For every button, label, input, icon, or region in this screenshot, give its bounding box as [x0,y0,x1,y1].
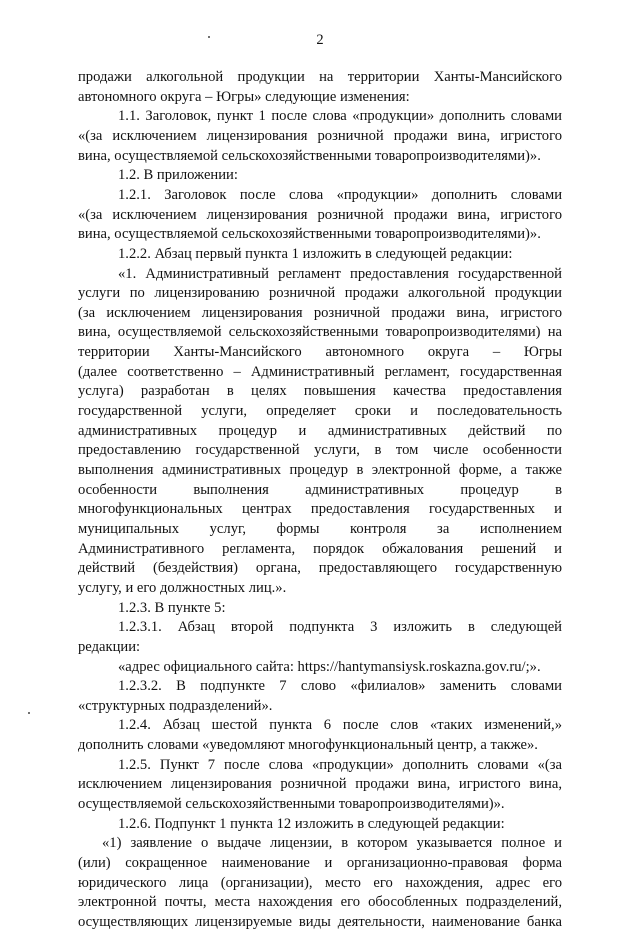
scan-speck [28,712,30,714]
text-line: территории Ханты-Мансийского автономного округа – Югры [78,344,562,361]
scan-speck [208,36,210,38]
text-line: 1.2.3. В пункте 5: [118,599,226,616]
text-line: вина, осуществляемой сельскохозяйственными товаропроизводителями)». [78,147,541,164]
text-line: автономного округа – Югры» следующие изменения: [78,88,410,105]
text-line: осуществляющих лицензируемые виды деятельности, наименование банка [78,913,562,930]
text-line: многофункциональных центрах предоставления государственных и [78,501,562,518]
text-line: «адрес официального сайта: https://hantymansiysk.roskazna.gov.ru/;». [118,658,541,675]
text-line: услугу, и его должностных лиц.». [78,579,287,596]
text-line: юридического лица (организации), место его нахождения, адрес его [78,874,562,891]
text-line: действий (бездействия) органа, предоставляющего государственную [78,560,562,577]
page-number: 2 [316,32,324,48]
text-line: 1.2.5. Пункт 7 после слова «продукции» дополнить словами «(за [118,756,562,773]
text-line: 1.2.6. Подпункт 1 пункта 12 изложить в следующей редакции: [118,815,505,832]
text-line: Административного регламента, порядок обжалования решений и [78,540,562,557]
text-line: электронной почты, места нахождения его обособленных подразделений, [78,894,562,911]
text-line: «структурных подразделений». [78,697,273,714]
text-line: вина, осуществляемой сельскохозяйственными товаропроизводителями)». [78,226,541,243]
text-line: выполнения административных процедур в электронной форме, а также [78,462,562,478]
text-line: 1.2.2. Абзац первый пункта 1 изложить в следующей редакции: [118,245,513,262]
text-line: 1.2.4. Абзац шестой пункта 6 после слов «таких изменений,» [118,717,562,734]
text-line: 1.2.3.2. В подпункте 7 слово «филиалов» заменить словами [118,678,562,695]
text-line: редакции: [78,638,141,655]
text-line: вина, осуществляемой сельскохозяйственными товаропроизводителями) на [78,324,562,341]
text-line: «1) заявление о выдаче лицензии, в котором указывается полное и [102,835,562,852]
text-line: услуги по лицензированию розничной продажи алкогольной продукции [78,285,562,302]
text-line: услуга) разработан в целях повышения качества предоставления [78,383,562,400]
text-line: 1.1. Заголовок, пункт 1 после слова «продукции» дополнить словами [118,108,562,125]
text-line: осуществляемой сельскохозяйственными товаропроизводителями)». [78,796,505,813]
text-line: (за исключением лицензирования розничной продажи вина, игристого [78,304,562,321]
text-line: продажи алкогольной продукции на территории Ханты-Мансийского [78,69,562,85]
text-line: предоставлению государственной услуги, в том числе особенности [78,442,562,459]
text-line: государственной услуги, определяет сроки и последовательность [78,403,562,420]
text-line: «(за исключением лицензирования розничной продажи вина, игристого [78,206,562,223]
text-line: муниципальных услуг, формы контроля за исполнением [78,520,562,537]
text-line: дополнить словами «уведомляют многофункциональный центр, а также». [78,737,538,754]
text-line: исключением лицензирования розничной продажи вина, игристого вина, [78,776,562,793]
text-line: особенности выполнения административных процедур в [78,481,562,498]
text-line: (или) сокращенное наименование и организационно-правовая форма [78,855,562,871]
text-line: (далее соответственно – Административный регламент, государственная [78,363,562,380]
text-line: административных процедур и административных действий по [78,422,562,439]
text-line: «(за исключением лицензирования розничной продажи вина, игристого [78,127,562,144]
text-line: 1.2.3.1. Абзац второй подпункта 3 изложить в следующей [118,619,562,636]
text-line: «1. Административный регламент предоставления государственной [118,265,562,282]
text-line: 1.2.1. Заголовок после слова «продукции» дополнить словами [118,186,562,203]
text-line: 1.2. В приложении: [118,167,238,184]
